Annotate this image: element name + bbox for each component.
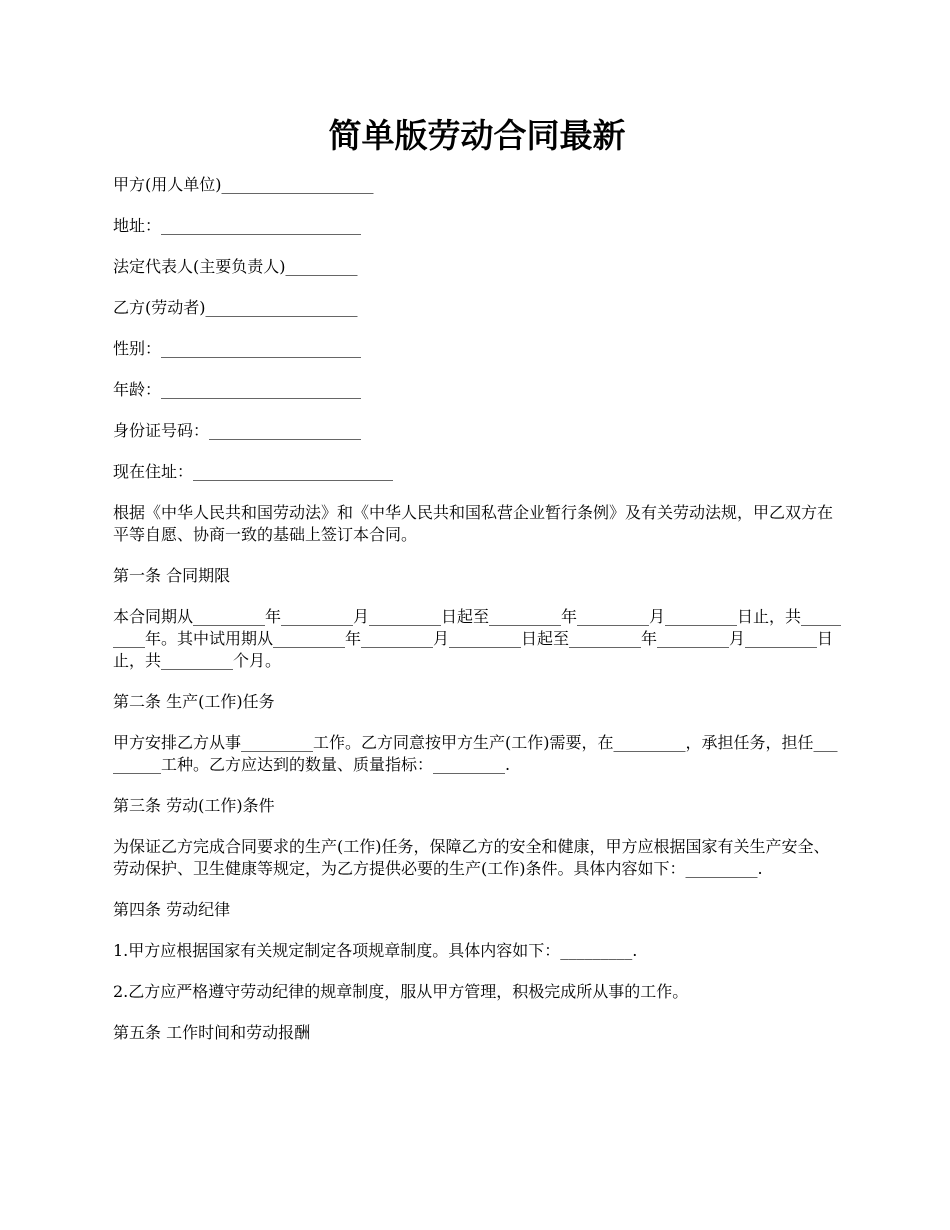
article-4-item-1: 1.甲方应根据国家有关规定制定各项规章制度。具体内容如下：_________. <box>113 941 638 960</box>
article-2-body: 甲方安排乙方从事_________工作。乙方同意按甲方生产(工作)需要，在_________，承担任务，担任_________工种。乙方应达到的数量、质量指标：_________. <box>113 733 838 774</box>
document-page <box>113 108 841 1063</box>
article-5-heading: 第五条 工作时间和劳动报酬 <box>113 1023 311 1042</box>
gender-field: 性别：_________________________ <box>113 339 362 358</box>
party-a-name-field: 甲方(用人单位)___________________ <box>113 175 374 194</box>
preamble-paragraph: 根据《中华人民共和国劳动法》和《中华人民共和国私营企业暂行条例》及有关劳动法规，甲乙双方在平等自愿、协商一致的基础上签订本合同。 <box>113 503 834 544</box>
article-2-heading: 第二条 生产(工作)任务 <box>113 692 275 711</box>
document-title: 简单版劳动合同最新 <box>328 116 626 155</box>
article-4-heading: 第四条 劳动纪律 <box>113 900 231 919</box>
legal-representative-field: 法定代表人(主要负责人)_________ <box>113 257 358 276</box>
current-address-field: 现在住址：_________________________ <box>113 462 394 481</box>
article-3-body: 为保证乙方完成合同要求的生产(工作)任务，保障乙方的安全和健康，甲方应根据国家有关生产安全、劳动保护、卫生健康等规定，为乙方提供必要的生产(工作)条件。具体内容如下：_________. <box>113 837 830 878</box>
age-field: 年龄：_________________________ <box>113 380 362 399</box>
party-a-address-field: 地址：_________________________ <box>113 216 362 235</box>
article-1-body: 本合同期从_________年_________月_________日起至_________年_________月_________日止，共_________年。其中试用期从_________年_________月_________日起至_________年_________月_________日止，共_________个月。 <box>113 607 842 670</box>
article-4-item-2: 2.乙方应严格遵守劳动纪律的规章制度，服从甲方管理，积极完成所从事的工作。 <box>113 982 689 1001</box>
article-1-heading: 第一条 合同期限 <box>113 566 231 585</box>
party-b-name-field: 乙方(劳动者)___________________ <box>113 298 358 317</box>
id-number-field: 身份证号码：___________________ <box>113 421 362 440</box>
article-3-heading: 第三条 劳动(工作)条件 <box>113 796 275 815</box>
